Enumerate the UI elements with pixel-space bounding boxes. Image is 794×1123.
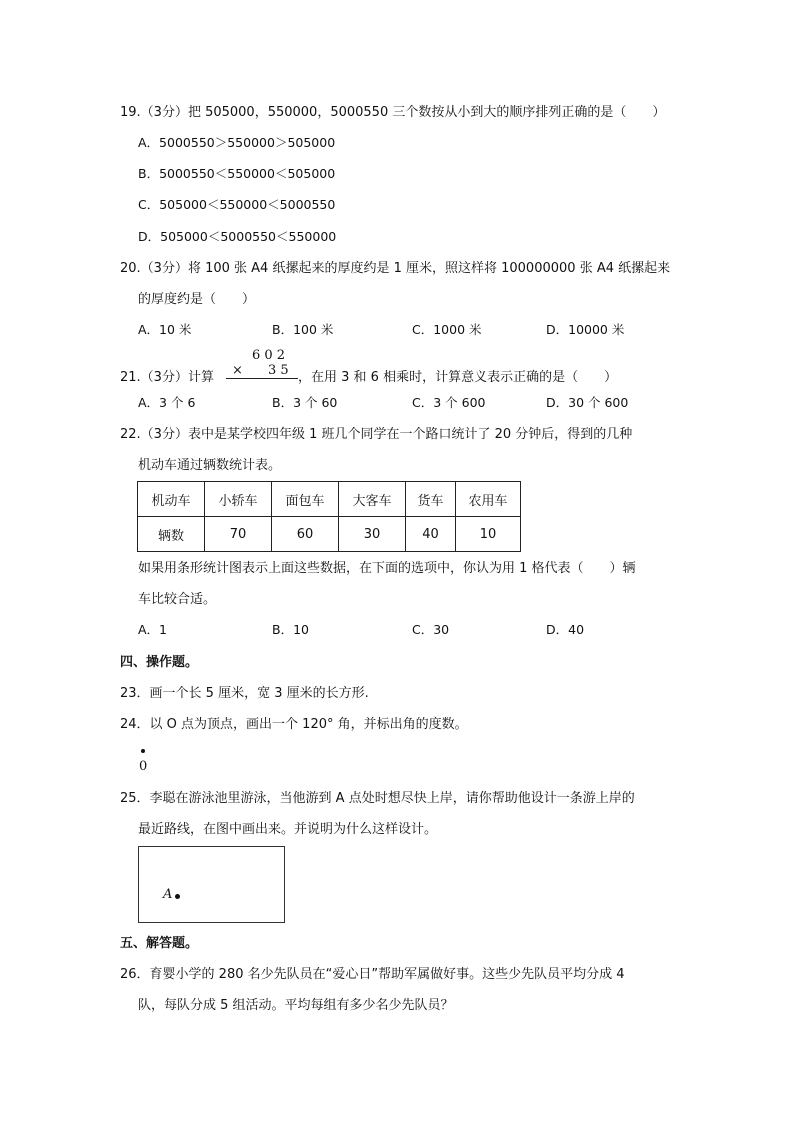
q20-option-d: D．10000 米 <box>546 322 625 337</box>
times-sign: × <box>232 363 243 378</box>
point-a-dot <box>175 894 180 899</box>
q20-option-b: B．100 米 <box>272 322 334 337</box>
q19-stem: 19.（3分）把 505000，550000，5000550 三个数按从小到大的顺序排列正确的是（ ） <box>120 105 666 120</box>
vertical-multiplication <box>226 348 298 380</box>
section-4-title: 四、操作题。 <box>120 655 199 670</box>
point-a-label: A <box>163 887 173 902</box>
q21-option-c: C．3 个 600 <box>412 395 486 410</box>
table-header-row <box>138 482 521 517</box>
table-cell: 60 <box>272 517 339 552</box>
table-header-cell: 小轿车 <box>205 482 272 517</box>
table-cell: 30 <box>339 517 406 552</box>
q22-option-d: D．40 <box>546 622 585 637</box>
q22-stem-line1: 22.（3分）表中是某学校四年级 1 班几个同学在一个路口统计了 20 分钟后，得到的几种 <box>120 427 633 442</box>
q21-option-b: B．3 个 60 <box>272 395 338 410</box>
q22-stem-line2: 机动车通过辆数统计表。 <box>138 458 282 473</box>
q20-stem-line1: 20.（3分）将 100 张 A4 纸摞起来的厚度约是 1 厘米，照这样将 100000000 张 A4 纸摞起来 <box>120 261 671 276</box>
q22-option-a: A．1 <box>138 622 168 637</box>
q21-suffix: ，在用 3 和 6 相乘时，计算意义表示正确的是（ ） <box>298 370 618 385</box>
table-row <box>138 517 521 552</box>
q20-option-c: C．1000 米 <box>412 322 482 337</box>
table-cell: 辆数 <box>138 517 205 552</box>
point-o-label: 0 <box>139 759 148 774</box>
q26-stem-line1: 26．育婴小学的 280 名少先队员在“爱心日”帮助军属做好事。这些少先队员平均分成 4 <box>120 967 625 982</box>
q25-stem-line2: 最近路线，在图中画出来。并说明为什么这样设计。 <box>138 822 438 837</box>
q19-option-d: D．505000＜5000550＜550000 <box>138 229 337 244</box>
q22-follow-line1: 如果用条形统计图表示上面这些数据，在下面的选项中，你认为用 1 格代表（ ）辆 <box>138 561 636 576</box>
table-header-cell: 大客车 <box>339 482 406 517</box>
table-header-cell: 面包车 <box>272 482 339 517</box>
q19-option-b: B．5000550＜550000＜505000 <box>138 166 336 181</box>
q20-stem-line2: 的厚度约是（ ） <box>138 292 256 307</box>
table-cell: 10 <box>456 517 521 552</box>
vehicle-count-table <box>137 481 521 552</box>
multiplicand: 6 0 2 <box>252 348 286 363</box>
table-cell: 70 <box>205 517 272 552</box>
q19-option-c: C．505000＜550000＜5000550 <box>138 197 336 212</box>
multiplier: 3 5 <box>268 363 289 378</box>
table-header-cell: 农用车 <box>456 482 521 517</box>
q21-prefix: 21.（3分）计算 <box>120 370 214 385</box>
section-5-title: 五、解答题。 <box>120 936 199 951</box>
q24-stem: 24．以 O 点为顶点，画出一个 120° 角，并标出角的度数。 <box>120 717 468 732</box>
q19-option-a: A．5000550＞550000＞505000 <box>138 135 336 150</box>
table-header-cell: 货车 <box>406 482 456 517</box>
q22-option-b: B．10 <box>272 622 309 637</box>
swimming-pool-diagram <box>138 846 285 923</box>
q22-follow-line2: 车比较合适。 <box>138 592 217 607</box>
q20-option-a: A．10 米 <box>138 322 192 337</box>
q25-stem-line1: 25．李聪在游泳池里游泳，当他游到 A 点处时想尽快上岸，请你帮助他设计一条游上岸的 <box>120 791 635 806</box>
q21-option-d: D．30 个 600 <box>546 395 629 410</box>
q21-option-a: A．3 个 6 <box>138 395 196 410</box>
table-cell: 40 <box>406 517 456 552</box>
q22-option-c: C．30 <box>412 622 450 637</box>
multiplication-line <box>226 378 298 379</box>
table-header-cell: 机动车 <box>138 482 205 517</box>
q23-stem: 23．画一个长 5 厘米，宽 3 厘米的长方形. <box>120 686 369 701</box>
q26-stem-line2: 队，每队分成 5 组活动。平均每组有多少名少先队员？ <box>138 998 454 1013</box>
point-o-dot <box>141 749 145 753</box>
